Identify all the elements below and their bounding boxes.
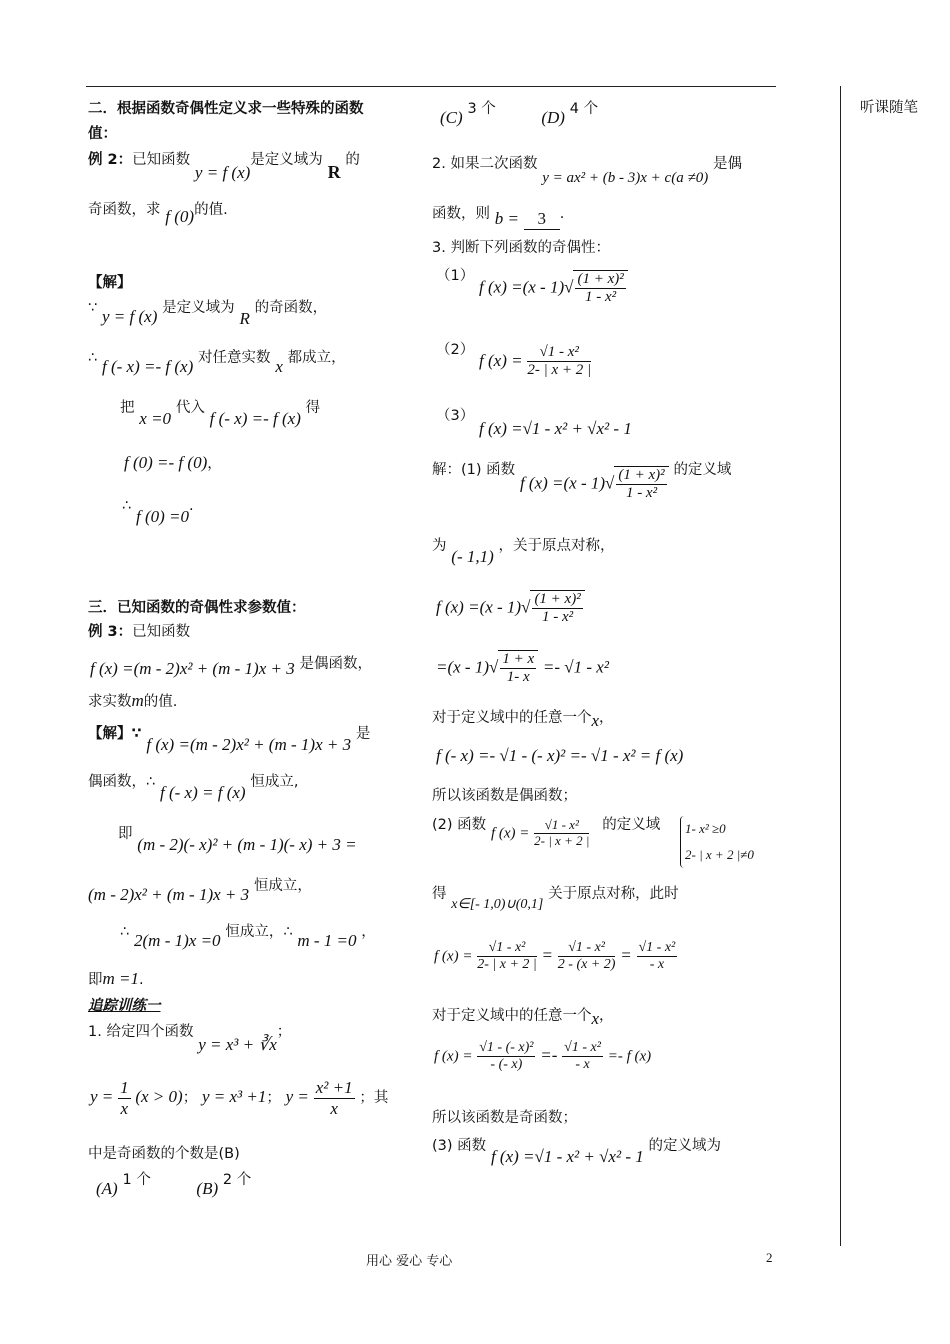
solution-2-domain <box>432 882 679 912</box>
exercise-1-functions <box>90 1078 388 1118</box>
example3-question <box>88 690 177 711</box>
text: 的定义域为 <box>648 1138 722 1154</box>
math-expr: y = <box>90 1087 114 1107</box>
numerator: √1 - x² <box>637 940 678 957</box>
text: 恒成立，∴ <box>225 924 293 940</box>
text: 即 <box>88 972 103 988</box>
sqrt-fraction <box>573 270 627 307</box>
math-expr: f (0) =- f (0) <box>124 453 208 472</box>
solution-label: 【解】 <box>88 275 132 291</box>
text: 把 <box>120 400 135 416</box>
math-expr: x∈[- 1,0)∪(0,1] <box>451 897 544 912</box>
math-var: m <box>131 691 144 710</box>
option-c-value: 3 个 <box>467 101 496 117</box>
text: 都成立， <box>287 350 346 366</box>
margin-note: 听课随笔 <box>860 100 918 116</box>
condition-1: 1- x² ≥0 <box>685 821 726 836</box>
text: 即 <box>118 826 133 842</box>
text: ， <box>361 924 376 940</box>
text: 关于原点对称，此时 <box>548 886 679 902</box>
example3-statement <box>88 620 190 641</box>
math-expr: f (x) = <box>434 1048 473 1065</box>
math-expr: b = <box>494 209 520 228</box>
math-expr: (x > 0) <box>135 1087 183 1107</box>
option-d: (D) <box>541 108 565 127</box>
text: (2) 函数 <box>432 817 487 834</box>
text: 恒成立， <box>253 878 312 894</box>
fraction <box>477 940 537 973</box>
text: 得 <box>305 400 321 416</box>
solution-2-any-x <box>432 1004 614 1028</box>
solution-2-step-2: f (x) = $\frac{\text{√1 - (- x)²}}{- (- x)}$ =- $\frac{\text{√1 - x²}}{- x}$ =- f (x) <box>434 1040 652 1073</box>
denominator: x <box>330 1098 338 1118</box>
example2-statement <box>88 148 360 182</box>
fraction <box>527 344 591 380</box>
text: ，关于原点对称， <box>498 538 615 554</box>
denominator: 2- | x + 2 | <box>477 957 537 973</box>
fraction <box>477 1040 535 1073</box>
option-b: (B) <box>196 1179 219 1198</box>
math-expr: f (- x) =- f (x) <box>102 357 194 376</box>
exercise-1-question: 中是奇函数的个数是(B) <box>88 1146 240 1162</box>
text: ， <box>207 456 222 472</box>
section3-title: 三．已知函数的奇偶性求参数值： <box>88 600 306 616</box>
denominator: - x <box>649 957 665 973</box>
denominator: 2- | x + 2 | <box>527 362 592 379</box>
numerator: √1 - x² <box>562 1040 603 1057</box>
text: 得 <box>432 886 447 902</box>
math-expr: (m - 2)x² + (m - 1)x + 3 <box>88 885 250 904</box>
answer-blank: 3 <box>524 209 560 230</box>
solution-2-intro <box>432 818 660 849</box>
text: 的定义域 <box>602 817 661 834</box>
text: 恒成立, <box>250 774 299 790</box>
math-expr: f (x) = <box>434 948 473 965</box>
example2-statement-cont <box>88 198 228 226</box>
therefore-symbol: ∴ <box>120 924 130 940</box>
example3-function <box>90 652 372 678</box>
tracking-exercise-title: 追踪训练一 <box>88 998 161 1014</box>
math-expr: f (x) =√1 - x² + √x² - 1 <box>479 419 632 438</box>
math-var: x <box>275 357 283 376</box>
denominator: 1 - x² <box>625 485 658 502</box>
math-expr: =- f (x) <box>607 1048 652 1065</box>
fraction <box>534 818 589 849</box>
text: ， <box>599 1008 614 1024</box>
math-expr: x =0 <box>139 409 172 428</box>
solution-3-intro <box>432 1134 722 1166</box>
footer-motto: 用心 爱心 专心 <box>366 1254 453 1269</box>
denominator: 2 - (x + 2) <box>557 957 616 973</box>
numerator: (1 + x)² <box>532 591 582 609</box>
part-label: （3） <box>436 408 475 424</box>
math-expr: f (x) =(x - 1) <box>436 597 522 617</box>
numerator: 1 <box>120 1078 129 1097</box>
text: 2. 如果二次函数 <box>432 156 538 172</box>
text: . <box>559 206 565 222</box>
math-expr: f (- x) = f (x) <box>160 783 246 802</box>
math-expr: f (- x) =- f (x) <box>209 409 301 428</box>
numerator: √1 - (- x)² <box>477 1040 535 1057</box>
math-expr: m - 1 =0 <box>297 931 357 950</box>
option-a-value: 1 个 <box>122 1172 151 1188</box>
example3-solution-5 <box>120 920 376 950</box>
text: 是定义域为 <box>162 300 235 316</box>
option-a: (A) <box>96 1179 118 1198</box>
solution-line-5 <box>122 495 194 526</box>
math-expr: f (x) = <box>490 825 530 842</box>
math-expr: f (- x) =- √1 - (- x)² =- √1 - x² = f (x) <box>436 746 684 765</box>
therefore-symbol: ∴ <box>88 350 98 366</box>
text: ； <box>276 1024 292 1040</box>
math-expr: y = f (x) <box>194 163 251 182</box>
text: 1. 给定四个函数 <box>88 1024 194 1040</box>
math-expr: 2(m - 1)x =0 <box>134 931 221 950</box>
example3-solution-1 <box>88 722 371 754</box>
sqrt-fraction <box>530 590 584 627</box>
math-expr: f (x) =√1 - x² + √x² - 1 <box>490 1147 644 1166</box>
example-label: 例 2： <box>88 152 133 168</box>
sqrt-fraction <box>614 466 668 503</box>
fraction <box>558 940 616 973</box>
numerator: (1 + x)² <box>616 467 666 485</box>
solution-1-step-1: f (x) =(x - 1)√ $\frac{\text{(1 + x)²}}{\text{1 - x²}}$ <box>436 590 585 627</box>
header-rule <box>86 86 776 87</box>
math-expr: y = x³ + ∛x <box>198 1035 277 1054</box>
solution-1-step-3 <box>436 746 683 766</box>
text: ； <box>182 1090 198 1107</box>
math-R: R <box>239 309 250 328</box>
denominator: 1 - x² <box>585 289 617 306</box>
text: 偶函数，∴ <box>88 774 156 790</box>
text: 为 <box>432 538 447 554</box>
math-expr: f (x) = <box>479 350 523 370</box>
text: ， <box>599 710 614 726</box>
text: 的值. <box>143 694 178 710</box>
text: 函数，则 <box>432 206 490 222</box>
denominator: 1- x <box>506 669 530 686</box>
exercise-2-cont <box>432 202 565 228</box>
text: 求实数 <box>88 694 132 710</box>
exercise-1-intro <box>88 1020 292 1054</box>
math-expr: f (0) =0 <box>136 507 190 526</box>
exercise-3-part-3 <box>436 408 632 438</box>
text: 奇函数，求 <box>88 202 161 218</box>
denominator: 2- | x + 2 | <box>534 832 590 848</box>
text: . <box>139 972 144 988</box>
numerator: x² +1 <box>315 1078 353 1097</box>
therefore-symbol: ∴ <box>122 498 132 514</box>
exercise-1-options-cont <box>440 97 599 127</box>
option-c: (C) <box>440 108 463 127</box>
math-expr: f (x) =(m - 2)x² + (m - 1)x + 3 <box>146 735 352 754</box>
fraction <box>118 1078 131 1118</box>
text: 的 <box>345 152 360 168</box>
example3-solution-2 <box>88 770 299 802</box>
exercise-3-part-2 <box>436 341 592 380</box>
because-symbol: ∵ <box>88 300 98 316</box>
text: 对于定义域中的任意一个 <box>432 710 592 726</box>
solution-line-4 <box>124 452 222 473</box>
fraction <box>562 1040 603 1073</box>
numerator: √1 - x² <box>534 818 589 834</box>
numerator: (1 + x)² <box>575 271 625 289</box>
text: 的定义域 <box>673 462 732 479</box>
numerator: √1 - x² <box>558 940 616 957</box>
option-b-value: 2 个 <box>222 1172 252 1188</box>
exercise-1-options <box>96 1168 252 1198</box>
solution-line-3 <box>120 396 321 428</box>
math-expr: (- 1,1) <box>451 547 494 566</box>
part-label: （2） <box>436 341 475 358</box>
part-label: （1） <box>436 268 475 285</box>
example3-solution-4 <box>88 874 312 904</box>
math-expr: =- √1 - x² <box>542 657 609 677</box>
text: 的奇函数， <box>254 300 328 316</box>
page-number: 2 <box>766 1250 773 1265</box>
fraction <box>637 940 678 973</box>
numerator: √1 - x² <box>527 344 591 362</box>
solution-1-conclusion: 所以该函数是偶函数； <box>432 788 577 804</box>
solution-1-intro: 解：(1) 函数 f (x) =(x - 1)√ $\frac{\text{(1 + x)²}}{\text{1 - x²}}$ 的定义域 <box>432 462 732 502</box>
solution-line-1 <box>88 296 328 328</box>
solution-2-step-1: f (x) = $\frac{\text{√1 - x²}}{2- | x + 2 |}$ = $\frac{\text{√1 - x²}}{2 - (x + 2)}$ = $\frac{\text{√1 - x²}}{- x}$ <box>434 940 676 973</box>
solution-line-2 <box>88 346 346 376</box>
denominator: x <box>120 1098 129 1118</box>
example3-solution-3 <box>118 822 357 854</box>
denominator: - x <box>575 1057 590 1073</box>
math-expr: f (x) =(x - 1) <box>479 277 565 297</box>
text: 对于定义域中的任意一个 <box>432 1008 592 1024</box>
solution-1-any-x <box>432 706 614 730</box>
text: 的值. <box>194 202 228 218</box>
text: 代入 <box>175 400 205 416</box>
text: 是 <box>355 726 371 742</box>
math-expr: f (x) =(m - 2)x² + (m - 1)x + 3 <box>90 659 295 678</box>
solution-1-step-2: =(x - 1)√ $\frac{1 + x}{1- x}$ =- √1 - x² <box>436 651 609 686</box>
text: 是偶函数， <box>299 656 372 672</box>
denominator: - (- x) <box>490 1057 523 1073</box>
exercise-3-part-1: （1） f (x) =(x - 1)√ $\frac{\text{(1 + x)²}}{\text{1 - x²}}$ <box>436 270 628 307</box>
numerator: √1 - x² <box>477 940 537 957</box>
text: 已知函数 <box>132 152 191 168</box>
text: 是偶 <box>712 156 742 172</box>
exercise-3-title: 3. 判断下列函数的奇偶性： <box>432 240 610 256</box>
math-expr: y = f (x) <box>102 307 158 326</box>
math-R: R <box>327 162 341 182</box>
solution-2-conclusion: 所以该函数是奇函数； <box>432 1110 577 1126</box>
text: 对任意实数 <box>198 350 271 366</box>
denominator: 1 - x² <box>542 609 574 626</box>
section2-title: 二．根据函数奇偶性定义求一些特殊的函数 <box>88 101 364 117</box>
math-var: x <box>591 1009 600 1028</box>
text: 解：(1) 函数 <box>432 462 516 479</box>
text: 已知函数 <box>132 624 191 640</box>
fraction <box>314 1078 355 1118</box>
example3-conclusion <box>88 968 144 989</box>
margin-rule <box>840 86 841 1246</box>
text: . <box>189 498 194 514</box>
math-expr: y = x³ +1 <box>201 1087 267 1107</box>
condition-2: 2- | x + 2 |≠0 <box>685 847 754 862</box>
section2-title-cont: 值： <box>88 126 117 142</box>
math-expr: f (0) <box>165 207 195 226</box>
text: 是定义域为 <box>250 152 323 168</box>
text: ；其 <box>359 1090 389 1107</box>
example-label: 例 3： <box>88 624 133 640</box>
numerator: 1 + x <box>500 651 536 669</box>
exercise-2 <box>432 152 742 186</box>
solution-label: 【解】∵ <box>88 726 142 742</box>
math-expr: f (x) =(x - 1) <box>519 473 606 493</box>
domain-system <box>680 816 754 868</box>
text: ； <box>266 1090 281 1107</box>
math-expr: m =1 <box>102 969 139 988</box>
math-expr: y = <box>285 1087 309 1107</box>
math-expr: y = ax² + (b - 3)x + c(a ≠0) <box>542 170 709 186</box>
math-expr: =(x - 1) <box>436 657 490 677</box>
sqrt-fraction <box>498 650 538 687</box>
option-d-value: 4 个 <box>569 101 599 117</box>
text: (3) 函数 <box>432 1138 487 1154</box>
math-var: x <box>591 711 600 730</box>
solution-1-domain <box>432 534 615 566</box>
math-expr: (m - 2)(- x)² + (m - 1)(- x) + 3 = <box>137 835 357 854</box>
